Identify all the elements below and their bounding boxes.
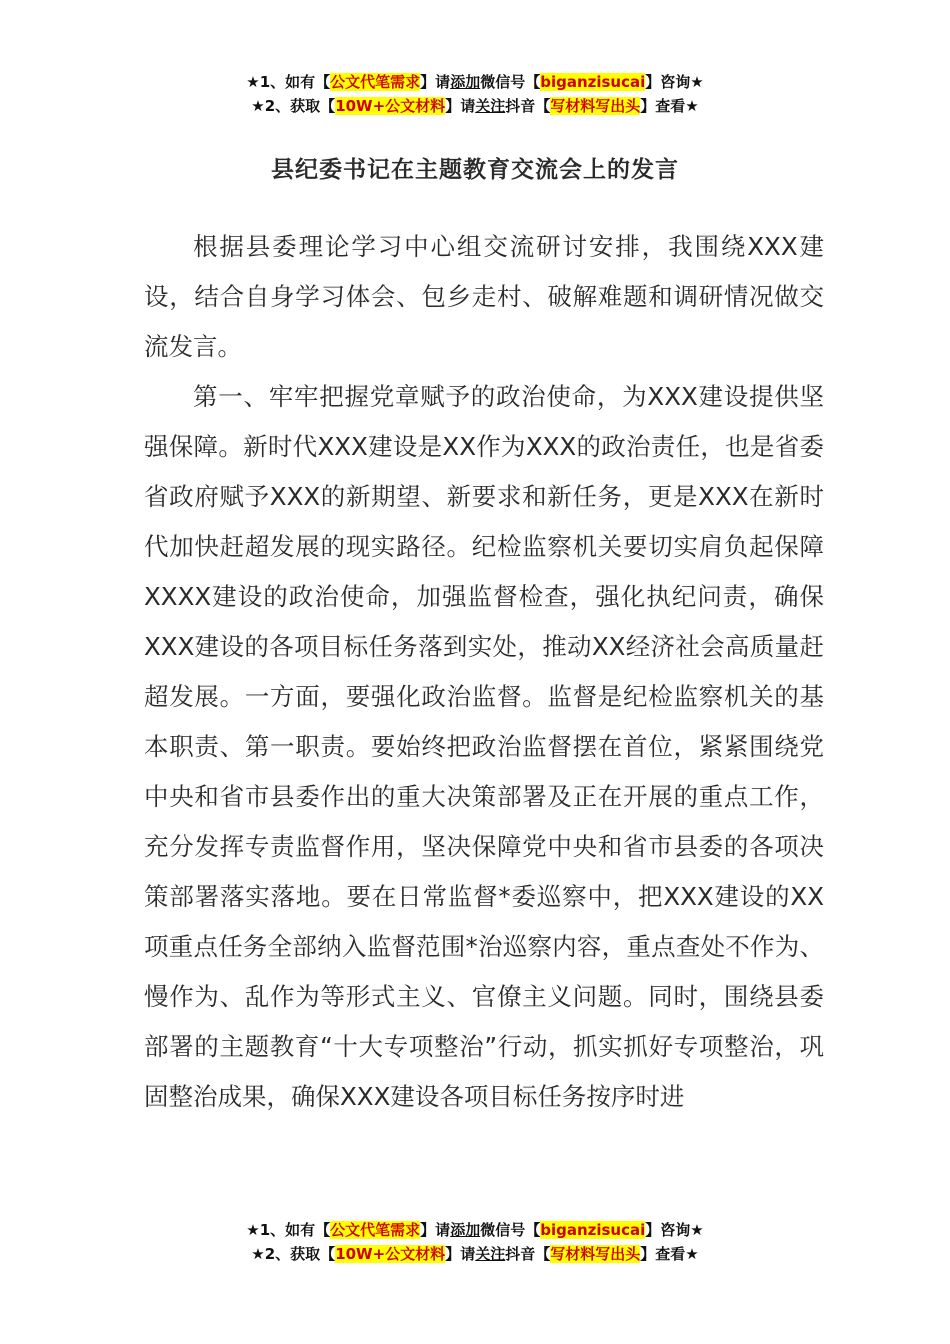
promo-highlight: 10W+公文材料 — [335, 97, 446, 115]
promo-text: ★2、获取【 — [251, 97, 336, 115]
promo-highlight: 公文代笔需求 — [330, 73, 421, 91]
promo-text: 】咨询★ — [645, 73, 704, 91]
document-title: 县纪委书记在主题教育交流会上的发言 — [271, 157, 679, 183]
promo-banner-top — [0, 70, 950, 118]
promo-highlight: 10W+公文材料 — [335, 1245, 446, 1263]
promo-emphasis: 关注 — [475, 1245, 506, 1263]
promo-line-1 — [0, 1218, 950, 1242]
promo-highlight: 公文代笔需求 — [330, 1221, 421, 1239]
promo-emphasis: 添加 — [450, 73, 481, 91]
promo-text: 】查看★ — [640, 97, 699, 115]
promo-banner-bottom — [0, 1218, 950, 1266]
promo-text: 】咨询★ — [645, 1221, 704, 1239]
paragraph-intro: 根据县委理论学习中心组交流研讨安排，我围绕XXX建设，结合自身学习体会、包乡走村、破解难题和调研情况做交流发言。 — [144, 232, 824, 361]
promo-text: ★1、如有【 — [246, 1221, 331, 1239]
promo-text: 微信号【 — [480, 1221, 541, 1239]
promo-douyin-name: 写材料写出头 — [550, 1245, 641, 1263]
promo-text: 抖音【 — [505, 97, 551, 115]
promo-emphasis: 添加 — [450, 1221, 481, 1239]
promo-wechat-id: biganzisucai — [540, 1221, 646, 1239]
promo-douyin-name: 写材料写出头 — [550, 97, 641, 115]
promo-text: 】请 — [420, 73, 451, 91]
promo-text: 】请 — [445, 97, 476, 115]
paragraph-first-point: 第一、牢牢把握党章赋予的政治使命，为XXX建设提供坚强保障。新时代XXX建设是XX作为XXX的政治责任，也是省委省政府赋予XXX的新期望、新要求和新任务，更是XXX在新时代加快赶超发展的现实路径。纪检监察机关要切实肩负起保障XXXX建设的政治使命，加强监督检查，强化执纪问责，确保XXX建设的各项目标任务落到实处，推动XX经济社会高质量赶超发展。一方面，要强化政治监督。监督是纪检监察机关的基本职责、第一职责。要始终把政治监督摆在首位，紧紧围绕党中央和省市县委作出的重大决策部署及正在开展的重点工作，充分发挥专责监督作用，坚决保障党中央和省市县委的各项决策部署落实落地。要在日常监督*委巡察中，把XXX建设的XX项重点任务全部纳入监督范围*治巡察内容，重点查处不作为、慢作为、乱作为等形式主义、官僚主义问题。同时，围绕县委部署的主题教育“十大专项整治”行动，抓实抓好专项整治，巩固整治成果，确保XXX建设各项目标任务按序时进 — [144, 382, 824, 1111]
promo-text: 】查看★ — [640, 1245, 699, 1263]
promo-text: 】请 — [445, 1245, 476, 1263]
promo-line-2 — [0, 1242, 950, 1266]
promo-line-2 — [0, 94, 950, 118]
promo-emphasis: 关注 — [475, 97, 506, 115]
promo-text: ★2、获取【 — [251, 1245, 336, 1263]
document-body — [144, 222, 824, 1122]
promo-line-1 — [0, 70, 950, 94]
promo-text: ★1、如有【 — [246, 73, 331, 91]
promo-text: 微信号【 — [480, 73, 541, 91]
promo-text: 】请 — [420, 1221, 451, 1239]
promo-wechat-id: biganzisucai — [540, 73, 646, 91]
promo-text: 抖音【 — [505, 1245, 551, 1263]
